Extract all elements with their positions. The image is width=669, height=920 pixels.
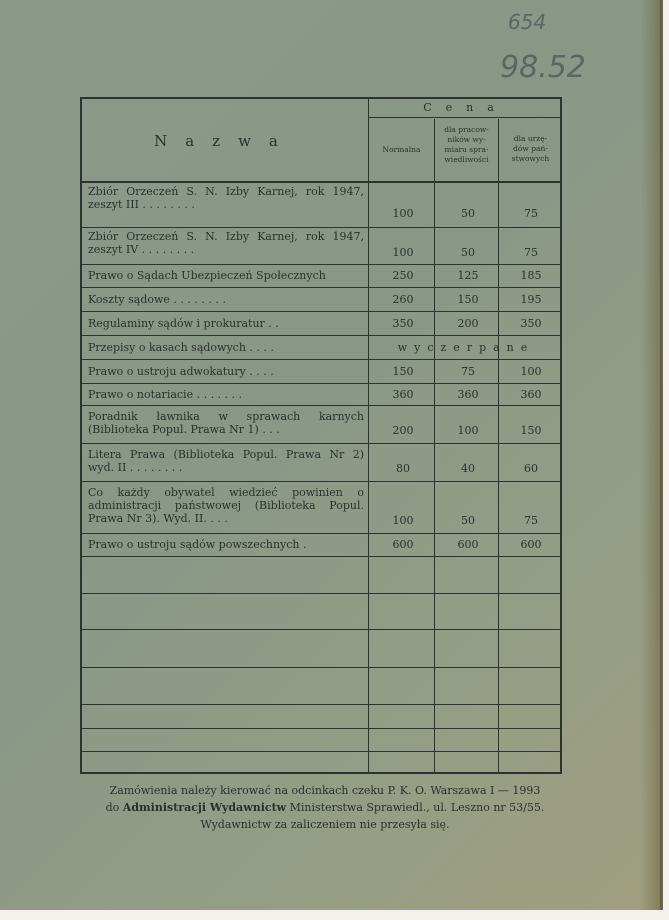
- price-state: 75: [524, 246, 538, 259]
- row-title: Prawo o ustroju sądów powszechnych .: [88, 538, 307, 551]
- price-workers: 100: [457, 424, 479, 437]
- row-title: Prawo o notariacie . . . . . . .: [88, 388, 243, 401]
- price-state: 185: [520, 269, 542, 282]
- row-line: [82, 405, 562, 406]
- header-col-state: dla urzę- dów pań- stwowych: [511, 134, 550, 163]
- row-line: [82, 751, 562, 752]
- row-title: Koszty sądowe . . . . . . . .: [88, 293, 226, 306]
- header-bottom-line: [82, 181, 562, 183]
- row-title: Co każdy obywatel wiedzieć powinien o administracji państwowej (Biblioteka Popul. Prawa Nr 3). Wyd. II. . . .: [88, 486, 364, 525]
- row-line: [82, 359, 562, 360]
- row-title: Litera Prawa (Biblioteka Popul. Prawa Nr 2) wyd. II . . . . . . . .: [88, 448, 364, 474]
- footer-line-1: Zamówienia należy kierować na odcinkach czeku P. K. O. Warszawa I — 1993: [109, 784, 541, 797]
- row-line: [82, 667, 562, 668]
- row-title: Przepisy o kasach sądowych . . . .: [88, 341, 274, 354]
- price-state: 75: [524, 514, 538, 527]
- paper-edge-shadow: [640, 0, 662, 910]
- footer-line-2-pre: do: [105, 801, 120, 814]
- price-normal: 100: [392, 207, 414, 220]
- row-line: [82, 593, 562, 594]
- footer-line-2: [60, 799, 590, 816]
- price-normal: 150: [392, 365, 414, 378]
- row-line: [82, 629, 562, 630]
- price-normal: 350: [392, 317, 414, 330]
- row-title: Zbiór Orzeczeń S. N. Izby Karnej, rok 1947, zeszyt III . . . . . . . .: [88, 185, 364, 211]
- price-state: 350: [520, 317, 542, 330]
- row-title: Prawo o Sądach Ubezpieczeń Społecznych: [88, 269, 326, 282]
- price-state: 600: [520, 538, 542, 551]
- handwritten-number-top: 654: [508, 10, 547, 34]
- header-nazwa: Nazwa: [154, 132, 296, 150]
- footer-line-2-bold: Administracji Wydawnictw: [122, 801, 287, 814]
- price-workers: 125: [457, 269, 479, 282]
- row-line: [82, 264, 562, 265]
- price-workers: 40: [461, 462, 475, 475]
- row-line: [82, 227, 562, 228]
- price-workers: 75: [461, 365, 475, 378]
- header-col-normal: Normalna: [382, 145, 421, 154]
- price-workers: 600: [457, 538, 479, 551]
- price-table: [80, 97, 562, 774]
- price-state: 195: [520, 293, 542, 306]
- price-normal: 360: [392, 388, 414, 401]
- row-line: [82, 481, 562, 482]
- price-workers: 50: [461, 207, 475, 220]
- price-normal: 80: [396, 462, 410, 475]
- price-normal: 100: [392, 514, 414, 527]
- price-workers: 200: [457, 317, 479, 330]
- header-divider: [369, 117, 562, 118]
- price-state: 360: [520, 388, 542, 401]
- price-state: 150: [520, 424, 542, 437]
- price-normal: 200: [392, 424, 414, 437]
- price-state: 60: [524, 462, 538, 475]
- row-title: Poradnik ławnika w sprawach karnych (Biblioteka Popul. Prawa Nr 1) . . .: [88, 410, 364, 436]
- price-workers: 50: [461, 246, 475, 259]
- price-normal: 600: [392, 538, 414, 551]
- row-title: Prawo o ustroju adwokatury . . . .: [88, 365, 274, 378]
- row-line: [82, 383, 562, 384]
- out-of-print-note: wyczerpane: [397, 341, 535, 354]
- row-title: Zbiór Orzeczeń S. N. Izby Karnej, rok 1947, zeszyt IV . . . . . . . .: [88, 230, 364, 256]
- price-workers: 360: [457, 388, 479, 401]
- price-workers: 50: [461, 514, 475, 527]
- price-normal: 250: [392, 269, 414, 282]
- price-state: 75: [524, 207, 538, 220]
- price-normal: 260: [392, 293, 414, 306]
- row-line: [82, 287, 562, 288]
- row-line: [82, 556, 562, 557]
- header-cena: Cena: [423, 101, 508, 114]
- row-line: [82, 533, 562, 534]
- header-col-workers: dla pracow- ników wy- miaru spra- wiedliwości: [444, 125, 489, 164]
- row-line: [82, 335, 562, 336]
- price-state: 100: [520, 365, 542, 378]
- column-divider: [368, 99, 369, 772]
- price-workers: 150: [457, 293, 479, 306]
- footer-line-2-post: Ministerstwa Sprawiedl., ul. Leszno nr 53/55.: [289, 801, 545, 814]
- ordering-note: [60, 782, 590, 833]
- handwritten-number-second: 98.52: [500, 50, 586, 85]
- row-line: [82, 311, 562, 312]
- row-line: [82, 728, 562, 729]
- footer-line-3: Wydawnictw za zaliczeniem nie przesyła się.: [200, 818, 450, 831]
- price-normal: 100: [392, 246, 414, 259]
- row-title: Regulaminy sądów i prokuratur . .: [88, 317, 279, 330]
- row-line: [82, 704, 562, 705]
- row-line: [82, 443, 562, 444]
